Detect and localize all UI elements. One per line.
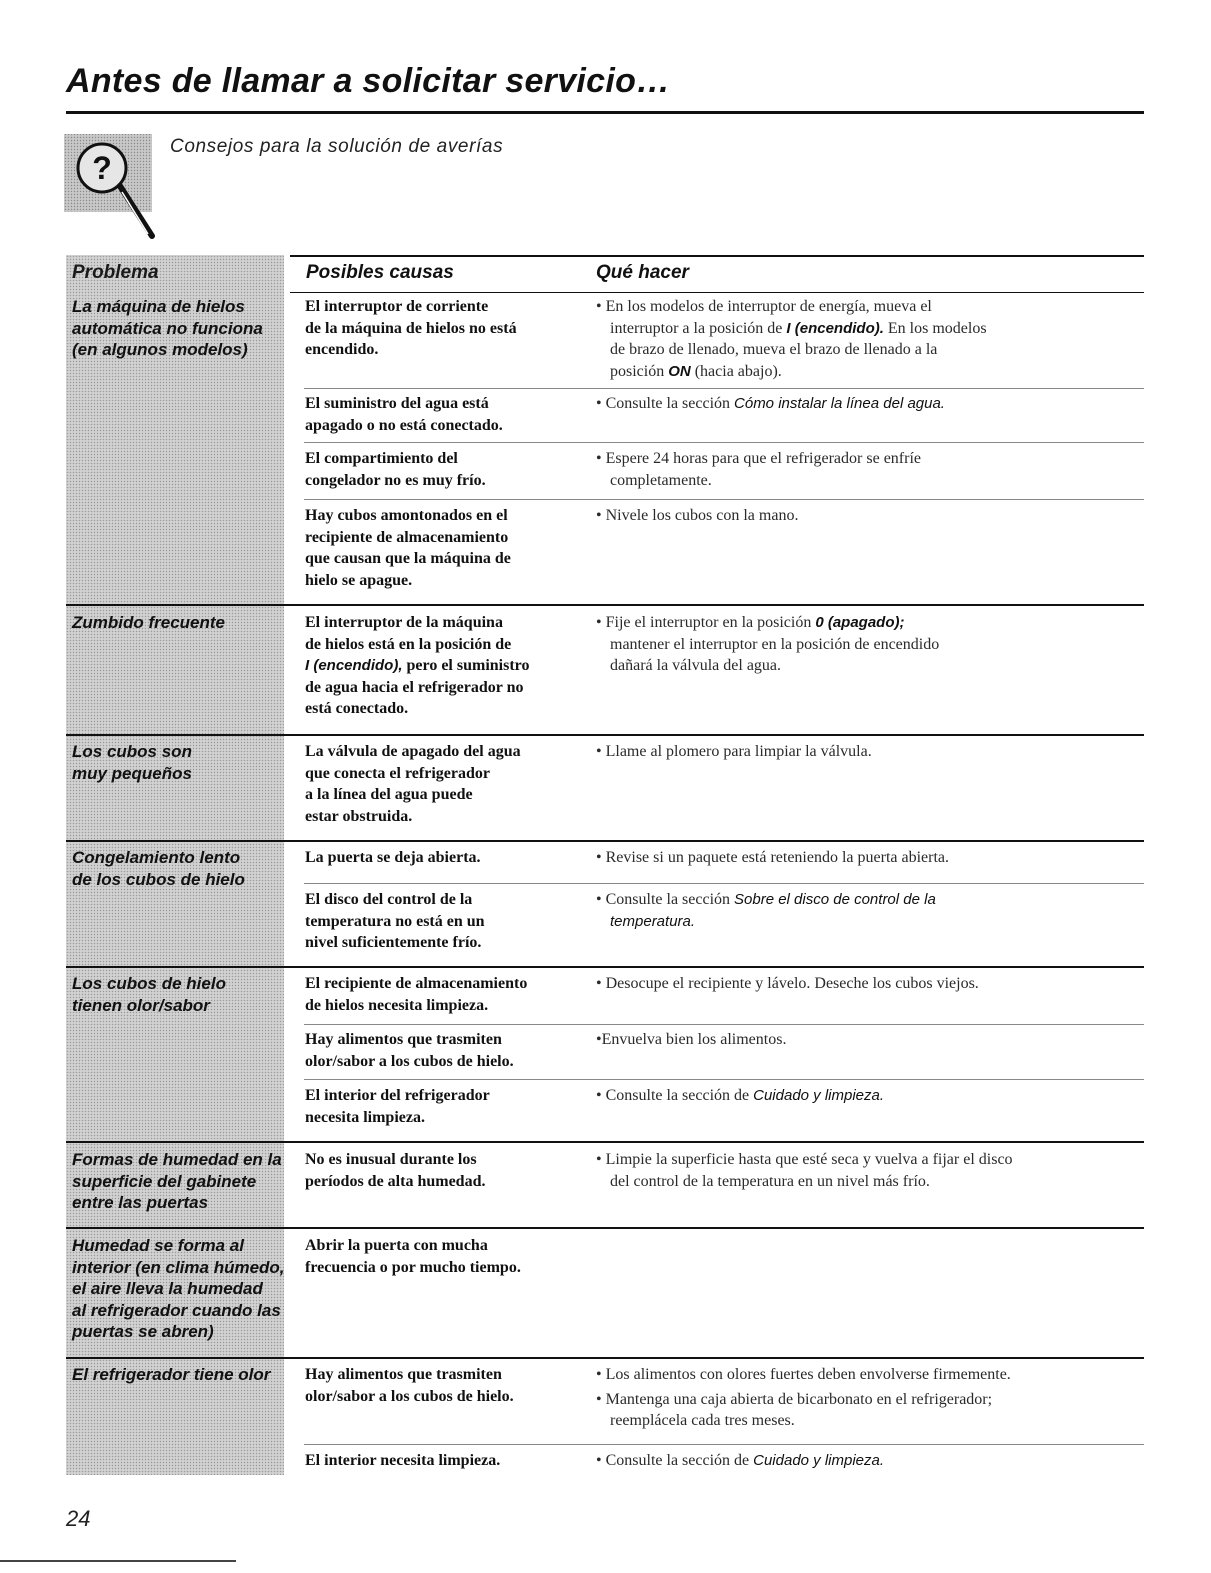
- todo-line: • Llame al plomero para limpiar la válvula.: [596, 743, 872, 760]
- todo-line: • Limpie la superficie hasta que esté seca y vuelva a fijar el disco: [596, 1151, 1013, 1168]
- todo-line: • Los alimentos con olores fuertes deben envolverse firmemente.: [596, 1366, 1011, 1383]
- problem-buzzing: Zumbido frecuente: [72, 613, 226, 632]
- todo-line: temperatura.: [610, 912, 696, 930]
- problem-moisture-outside: Formas de humedad en la superficie del gabinete entre las puertas: [72, 1150, 282, 1212]
- header-rule: [290, 292, 1144, 293]
- section-rule: [66, 1141, 1144, 1143]
- title-rule: [66, 111, 1144, 114]
- todo-slow-freeze-1: [596, 847, 1141, 869]
- cause-icemaker-1: El interruptor de corriente de la máquina de hielos no está encendido.: [305, 298, 517, 358]
- cause-moisture-inside-1: Abrir la puerta con mucha frecuencia o por mucho tiempo.: [305, 1237, 521, 1276]
- todo-odor-taste-2: [596, 1029, 1141, 1051]
- todo-line: • En los modelos de interruptor de energía, mueva el: [596, 298, 932, 315]
- footer-rule: [0, 1560, 236, 1562]
- todo-line: • Consulte la sección Sobre el disco de control de la: [596, 891, 936, 908]
- subrow-rule: [304, 1024, 1144, 1025]
- header-todo: Qué hacer: [596, 262, 689, 283]
- todo-line: • Desocupe el recipiente y lávelo. Deseche los cubos viejos.: [596, 975, 979, 992]
- problem-odor-taste: Los cubos de hielo tienen olor/sabor: [72, 974, 226, 1015]
- subrow-rule: [304, 499, 1144, 500]
- todo-line: •Envuelva bien los alimentos.: [596, 1031, 787, 1048]
- todo-odor-taste-1: [596, 973, 1141, 995]
- todo-line: completamente.: [610, 471, 712, 489]
- cause-slow-freeze-2: El disco del control de la temperatura no está en un nivel suficientemente frío.: [305, 891, 485, 951]
- cause-odor-taste-3: El interior del refrigerador necesita limpieza.: [305, 1087, 490, 1126]
- cause-buzzing-1: El interruptor de la máquina de hielos está en la posición de I (encendido), pero el suministro de agua hacia el refrigerador no está conectado.: [305, 614, 530, 717]
- cause-fridge-odor-1: Hay alimentos que trasmiten olor/sabor a los cubos de hielo.: [305, 1366, 514, 1405]
- todo-line: interruptor a la posición de I (encendido). En los modelos: [610, 319, 987, 337]
- cause-moisture-outside-1: No es inusual durante los períodos de alta humedad.: [305, 1151, 486, 1190]
- page-number: 24: [66, 1506, 91, 1531]
- section-rule: [66, 966, 1144, 968]
- todo-line: • Revise si un paquete está reteniendo la puerta abierta.: [596, 849, 950, 866]
- todo-line: • Espere 24 horas para que el refrigerador se enfríe: [596, 450, 921, 467]
- problem-small-cubes: Los cubos son muy pequeños: [72, 742, 192, 783]
- todo-moisture-outside-1: [596, 1149, 1141, 1192]
- problem-icemaker: La máquina de hielos automática no funciona (en algunos modelos): [72, 297, 263, 359]
- problem-slow-freeze: Congelamiento lento de los cubos de hielo: [72, 848, 245, 889]
- cause-icemaker-3: El compartimiento del congelador no es muy frío.: [305, 450, 486, 489]
- problem-moisture-inside: Humedad se forma al interior (en clima húmedo, el aire lleva la humedad al refrigerador cuando las puertas se abren): [72, 1236, 285, 1341]
- cause-icemaker-2: El suministro del agua está apagado o no está conectado.: [305, 395, 503, 434]
- todo-buzzing-1: [596, 612, 1141, 677]
- todo-line: de brazo de llenado, mueva el brazo de llenado a la: [610, 341, 938, 358]
- todo-icemaker-4: [596, 505, 1141, 527]
- todo-line: reemplácela cada tres meses.: [610, 1412, 795, 1429]
- subrow-rule: [304, 442, 1144, 443]
- subrow-rule: [304, 883, 1144, 884]
- page-title: Antes de llamar a solicitar servicio…: [66, 62, 671, 100]
- todo-icemaker-1: [596, 296, 1141, 382]
- todo-line: dañará la válvula del agua.: [610, 657, 782, 674]
- magnifier-question-icon: [64, 130, 184, 250]
- cause-odor-taste-1: El recipiente de almacenamiento de hielos necesita limpieza.: [305, 975, 528, 1014]
- svg-text:?: ?: [92, 150, 112, 186]
- section-rule: [66, 840, 1144, 842]
- todo-line: • Mantenga una caja abierta de bicarbonato en el refrigerador;: [596, 1390, 993, 1408]
- todo-slow-freeze-2: [596, 889, 1141, 932]
- todo-line: • Nivele los cubos con la mano.: [596, 507, 799, 524]
- header-causes: Posibles causas: [306, 262, 454, 283]
- section-rule: [66, 1357, 1144, 1359]
- cause-icemaker-4: Hay cubos amontonados en el recipiente de almacenamiento que causan que la máquina de hielo se apague.: [305, 507, 511, 589]
- subtitle: Consejos para la solución de averías: [170, 136, 504, 157]
- todo-line: mantener el interruptor en la posición de encendido: [610, 635, 940, 653]
- cause-fridge-odor-2: El interior necesita limpieza.: [305, 1452, 501, 1469]
- section-rule: [66, 1227, 1144, 1229]
- todo-line: • Consulte la sección de Cuidado y limpieza.: [596, 1087, 885, 1104]
- todo-small-cubes-1: [596, 741, 1141, 763]
- subrow-rule: [304, 388, 1144, 389]
- todo-icemaker-2: [596, 393, 1141, 415]
- subrow-rule: [304, 1444, 1144, 1445]
- header-problem: Problema: [72, 262, 159, 283]
- section-rule: [66, 734, 1144, 736]
- todo-fridge-odor-2: [596, 1450, 1141, 1472]
- subrow-rule: [304, 1079, 1144, 1080]
- cause-small-cubes-1: La válvula de apagado del agua que conecta el refrigerador a la línea del agua puede estar obstruida.: [305, 743, 521, 825]
- cause-odor-taste-2: Hay alimentos que trasmiten olor/sabor a los cubos de hielo.: [305, 1031, 514, 1070]
- todo-line: • Consulte la sección de Cuidado y limpieza.: [596, 1452, 885, 1469]
- todo-line: posición ON (hacia abajo).: [610, 362, 782, 380]
- problem-fridge-odor: El refrigerador tiene olor: [72, 1365, 271, 1384]
- todo-odor-taste-3: [596, 1085, 1141, 1107]
- todo-fridge-odor-1: [596, 1364, 1141, 1432]
- cause-slow-freeze-1: La puerta se deja abierta.: [305, 849, 481, 866]
- todo-line: del control de la temperatura en un nivel más frío.: [610, 1172, 930, 1190]
- table-top-rule: [290, 255, 1144, 257]
- section-rule: [66, 604, 1144, 606]
- todo-icemaker-3: [596, 448, 1141, 491]
- todo-line: • Fije el interruptor en la posición 0 (apagado);: [596, 614, 905, 631]
- todo-line: • Consulte la sección Cómo instalar la línea del agua.: [596, 395, 945, 412]
